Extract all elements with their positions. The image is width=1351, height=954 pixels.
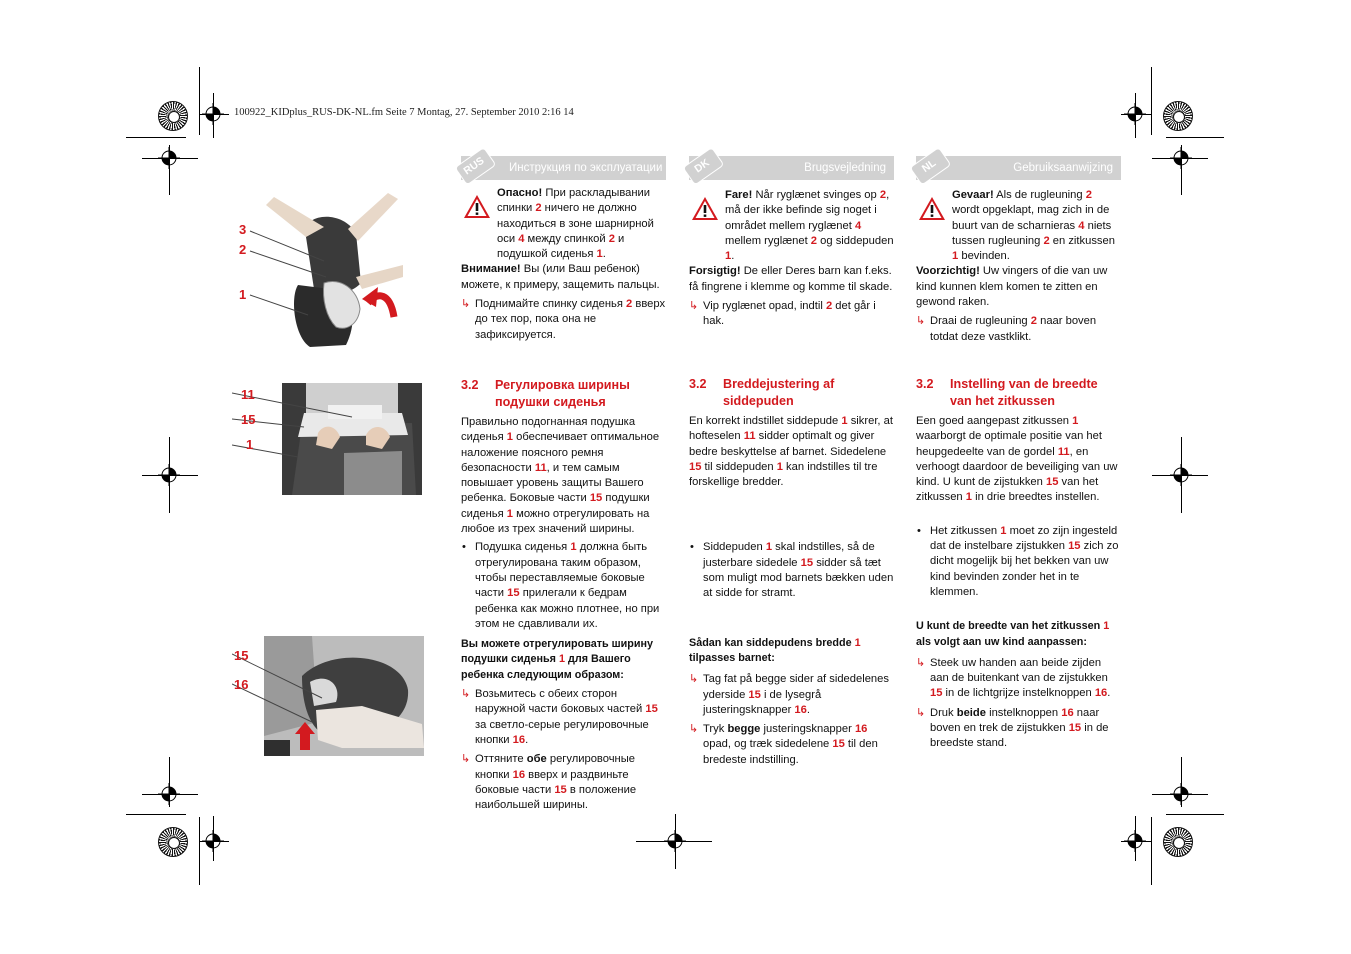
- file-header: 100922_KIDplus_RUS-DK-NL.fm Seite 7 Montag, 27. September 2010 2:16 14: [234, 107, 574, 118]
- howto-heading: U kunt de breedte van het zitkussen 1 als volgt aan uw kind aanpassen:: [916, 620, 1110, 648]
- instruction-step: ↳ Tryk begge justeringsknapper 16 opad, og træk sidedelene 15 til den bredeste indstilling.: [689, 723, 878, 766]
- instruction-step: ↳ Возьмитесь с обеих сторон наружной части боковых частей 15 за светло-серые регулировочные кнопки 16.: [461, 688, 658, 746]
- howto-heading: Sådan kan siddepudens bredde 1 tilpasses barnet:: [689, 636, 861, 664]
- danger-label: Fare!: [725, 189, 753, 201]
- ref-number: 2: [608, 232, 615, 245]
- text: между спинкой: [524, 232, 609, 245]
- registration-mark-icon: [202, 103, 224, 125]
- rus-column: [461, 186, 667, 343]
- instruction-arrow-icon: ↳: [461, 688, 471, 701]
- registration-mark-icon: [1170, 783, 1192, 805]
- bullet-item: • Подушка сиденья 1 должна быть отрегулирована таким образом, чтобы переставляемые боковые части 15 прилегали к бедрам ребенка как можно плотнее, но при этом не сдавливали их.: [462, 541, 660, 630]
- instruction-arrow-icon: ↳: [916, 656, 926, 669]
- ref-number: 4: [518, 232, 525, 245]
- instruction-step: ↳ Steek uw handen aan beide zijden aan de buitenkant van de zijstukken 15 in de lichtgrijze instelknoppen 16.: [916, 656, 1111, 700]
- ref-number: 1: [596, 248, 603, 261]
- registration-mark-icon: [158, 783, 180, 805]
- caution-note: Voorzichtig! Uw vingers of die van uw kind kunnen klem komen te zitten en gewond raken.: [916, 265, 1108, 309]
- danger-note: [461, 186, 667, 262]
- ref-number: 2: [535, 202, 542, 215]
- instruction-step: ↳ Vip ryglænet opad, indtil 2 det går i hak.: [689, 300, 876, 328]
- registration-mark-icon: [1170, 147, 1192, 169]
- header-title: Brugsvejledning: [804, 162, 886, 174]
- part-label: 15: [234, 648, 249, 663]
- section-heading: 3.2 Регулировка ширины подушки сиденья: [461, 378, 630, 409]
- color-bar-seal: [1163, 827, 1193, 857]
- instruction-step: ↳ Draai de rugleuning 2 naar boven totdat deze vastklikt.: [916, 315, 1097, 343]
- text: При раскладывании спинки: [497, 187, 651, 215]
- howto-heading: Вы можете отрегулировать ширину подушки сиденья 1 для Вашего ребенка следующим образом:: [461, 638, 654, 681]
- danger-note: Gevaar! Als de rugleuning 2 wordt opgeklapt, mag zich in de buurt van de scharnieras 4 niets tussen rugleuning 2 en zitkussen 1 bevinden.: [916, 188, 1122, 264]
- language-tab-rus: RUS: [453, 146, 495, 185]
- caution-note: [461, 262, 667, 293]
- rus-section: [461, 377, 667, 813]
- intro-paragraph: Правильно подогнанная подушка сиденья 1 обеспечивает оптимальное наложение поясного ремня безопасности 11, и тем самым повышает уровень защиты Вашего ребенка. Боковые части 15 подушки сиденья 1 можно отрегулировать на любое из трех значений ширины.: [461, 416, 660, 536]
- instruction-arrow-icon: ↳: [689, 300, 699, 313]
- rus-column-header: [461, 156, 666, 180]
- text: .: [602, 248, 606, 261]
- instruction-step: ↳ Оттяните обе регулировочные кнопки 16 вверх и раздвиньте боковые части 15 в положение наибольшей ширины.: [461, 753, 637, 812]
- text: Вы (или Ваш ребенок) можете, к примеру, защемить пальцы.: [461, 263, 660, 291]
- instruction-arrow-icon: ↳: [689, 673, 699, 686]
- instruction-step: ↳ Druk beide instelknoppen 16 naar boven en trek de zijstukken 15 in de breedste stand.: [916, 706, 1109, 750]
- bullet-item: • Het zitkussen 1 moet zo zijn ingesteld dat de instelbare zijstukken 15 zich zo dicht mogelijk bij het bekken van uw kind bevinden zonder het in te klemmen.: [917, 524, 1119, 598]
- registration-mark-icon: [664, 830, 686, 852]
- part-label: 16: [234, 677, 249, 692]
- header-title: Gebruiksaanwijzing: [1013, 162, 1113, 174]
- dk-column-header: [689, 156, 894, 180]
- bullet-item: • Siddepuden 1 skal indstilles, så de justerbare sidedele 15 sidder så tæt som muligt mod barnets bækken uden at sidde for stramt.: [690, 541, 894, 600]
- color-bar-seal: [1163, 101, 1193, 131]
- dk-column: [689, 188, 894, 330]
- registration-mark-icon: [158, 464, 180, 486]
- danger-label: Gevaar!: [952, 189, 994, 201]
- warning-triangle-icon: [918, 196, 946, 221]
- nl-section: [916, 376, 1122, 752]
- danger-label: Опасно!: [497, 187, 543, 199]
- warning-triangle-icon: [463, 194, 491, 219]
- section-heading: 3.2 Breddejustering af siddepuden: [689, 377, 835, 408]
- color-bar-seal: [158, 101, 188, 131]
- header-title: Инструкция по эксплуатации: [509, 162, 663, 174]
- language-tab-nl: NL: [908, 146, 950, 185]
- backrest-unfold-photo: [228, 185, 403, 357]
- section-heading: 3.2 Instelling van de breedte van het zitkussen: [916, 377, 1098, 408]
- part-label: 3: [239, 222, 247, 237]
- warning-triangle-icon: [691, 196, 719, 221]
- instruction-step: ↳ Поднимайте спинку сиденья 2 вверх до тех пор, пока она не зафиксируется.: [461, 298, 666, 341]
- instruction-step: ↳ Tag fat på begge sider af sidedelenes yderside 15 i de lysegrå justeringsknapper 16.: [689, 673, 889, 716]
- danger-note: Fare! Når ryglænet svinges op 2, må der ikke befinde sig noget i området mellem ryglænet 4 mellem ryglænet 2 og siddepuden 1.: [689, 188, 894, 264]
- registration-mark-icon: [1170, 464, 1192, 486]
- caution-note: Forsigtig! De eller Deres barn kan f.eks. få fingrene i klemme og komme til skade.: [689, 265, 893, 293]
- registration-mark-icon: [1124, 830, 1146, 852]
- registration-mark-icon: [1124, 103, 1146, 125]
- part-label: 2: [239, 242, 247, 257]
- part-label: 1: [246, 437, 254, 452]
- registration-mark-icon: [158, 147, 180, 169]
- caution-label: Внимание!: [461, 263, 521, 276]
- part-label: 1: [239, 287, 247, 302]
- side-part-adjust-photo: [232, 636, 424, 756]
- instruction-arrow-icon: ↳: [916, 315, 926, 328]
- intro-paragraph: Een goed aangepast zitkussen 1 waarborgt de optimale positie van het heupgedeelte van de gordel 11, en verhoogt daardoor de beveiliging van uw kind. U kunt de zijstukken 15 van het zitkussen 1 in drie breedtes instellen.: [916, 415, 1118, 504]
- color-bar-seal: [158, 827, 188, 857]
- instruction-arrow-icon: ↳: [689, 723, 699, 736]
- text: и подушкой сиденья: [497, 232, 625, 261]
- part-label: 11: [241, 387, 255, 402]
- caution-label: Forsigtig!: [689, 265, 741, 278]
- instruction-arrow-icon: ↳: [916, 706, 926, 719]
- child-belt-photo: [232, 383, 422, 495]
- language-tab-dk: DK: [681, 146, 723, 185]
- registration-mark-icon: [202, 830, 224, 852]
- caution-label: Voorzichtig!: [916, 265, 980, 278]
- instruction-arrow-icon: ↳: [461, 753, 471, 766]
- text: ничего не должно находиться в зоне шарнирной оси: [497, 202, 654, 245]
- part-label: 15: [241, 412, 256, 427]
- dk-section: [689, 376, 894, 768]
- nl-column: [916, 188, 1122, 345]
- nl-column-header: [916, 156, 1121, 180]
- instruction-arrow-icon: ↳: [461, 298, 471, 311]
- intro-paragraph: En korrekt indstillet siddepude 1 sikrer, at hofteselen 11 sidder optimalt og giver bedre beskyttelse af barnet. Sidedelene 15 til siddepuden 1 kan indstilles til tre forskellige bredder.: [689, 415, 893, 489]
